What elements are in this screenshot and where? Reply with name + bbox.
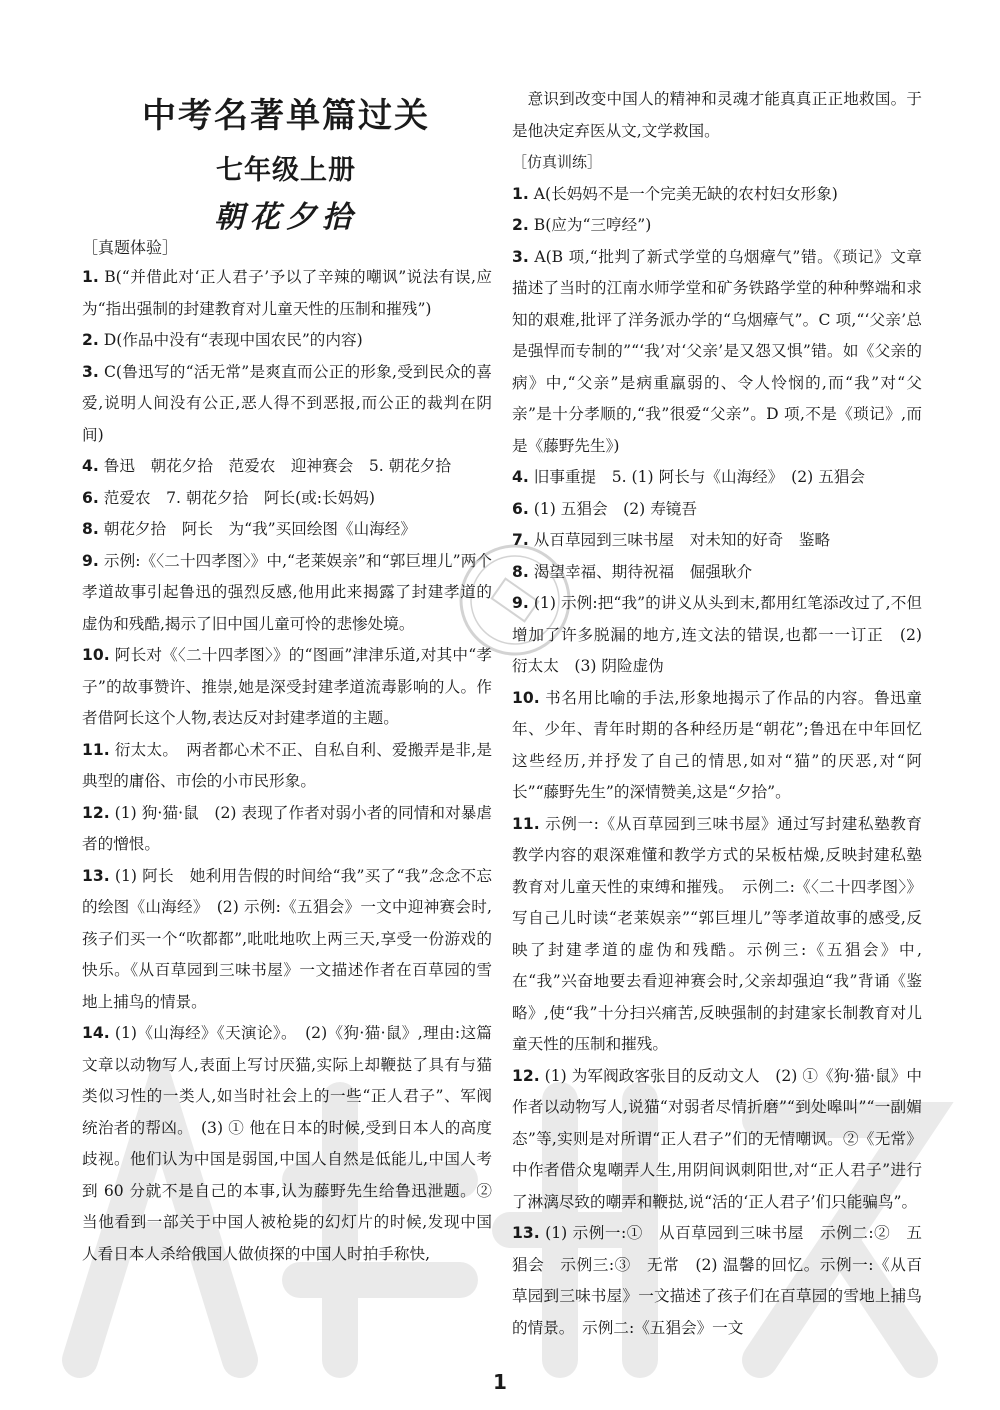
answer-item: 2. D(作品中没有“表现中国农民”的内容) bbox=[82, 331, 363, 349]
answer-item: 2. B(应为“三哼经”) bbox=[512, 216, 652, 234]
answer-item: 7. 从百草园到三味书屋 对未知的好奇 鉴略 bbox=[512, 531, 831, 549]
answer-item: 9. (1) 示例:把“我”的讲义从头到末,都用红笔添改过了,不但增加了许多脱漏的地方,连文法的错误,也都一一订正 (2) 衍太太 (3) 阴险虚伪 bbox=[512, 594, 922, 675]
grade-subtitle: 七年级上册 bbox=[216, 155, 356, 186]
answer-item: 11. 示例一:《从百草园到三味书屋》通过写封建私塾教育教学内容的艰深难懂和教学方式的呆板枯燥,反映封建私塾教育对儿童天性的束缚和摧残。 示例二:《〈二十四孝图〉》写自己儿时读“老莱娱亲”“郭巨埋儿”等孝道故事的感受,反映了封建孝道的虚伪和残酷。示例三:《五猖会》中,在“我”兴奋地要去看迎神赛会时,父亲却强迫“我”背诵《鉴略》,使“我”十分扫兴痛苦,反映强制的封建家长制教育对儿童天性的压制和摧残。 bbox=[512, 814, 922, 1053]
answer-item: 13. (1) 示例一:① 从百草园到三味书屋 示例二:② 五猖会 示例三:③ 无常 (2) 温馨的回忆。示例一:《从百草园到三味书屋》一文描述了孩子们在百草园的雪地上捕鸟的情景。 示例二:《五猖会》一文 bbox=[512, 1224, 922, 1337]
page-title: 中考名著单篇过关 bbox=[142, 96, 430, 136]
continued-text: 意识到改变中国人的精神和灵魂才能真真正正地救国。于是他决定弃医从文,文学救国。 bbox=[512, 90, 922, 140]
answer-item: 4. 鲁迅 朝花夕拾 范爱农 迎神赛会 5. 朝花夕拾 bbox=[82, 457, 452, 475]
answer-item: 4. 旧事重提 5. (1) 阿长与《山海经》 (2) 五猖会 bbox=[512, 468, 865, 486]
answer-item: 12. (1) 为军阀政客张目的反动文人 (2) ①《狗·猫·鼠》中作者以动物写人,说猫“对弱者尽情折磨”“到处嗥叫”“一副媚态”等,实则是对所谓“正人君子”们的无情嘲讽。②《无常》中作者借众鬼嘲弄人生,用阴间讽刺阳世,对“正人君子”进行了淋漓尽致的嘲弄和鞭挞,说“活的‘正人君子’们只能骗鸟”。 bbox=[512, 1066, 922, 1211]
book-title: 朝花夕拾 bbox=[214, 200, 358, 235]
answer-item: 6. (1) 五猖会 (2) 寿镜吾 bbox=[512, 499, 697, 518]
answer-item: 13. (1) 阿长 她利用告假的时间给“我”买了“我”念念不忘的绘图《山海经》 (2) 示例:《五猖会》一文中迎神赛会时,孩子们买一个“吹都都”,吡吡地吹上两三天,享受一份游戏的快乐。《从百草园到三味书屋》一文描述作者在百草园的雪地上捕鸟的情景。 bbox=[82, 866, 492, 1011]
watermark-icon bbox=[40, 1060, 960, 1390]
answer-item: 11. 衍太太。 两者都心术不正、自私自利、爱搬弄是非,是典型的庸俗、市侩的小市民形象。 bbox=[82, 740, 492, 790]
answer-item: 6. 范爱农 7. 朝花夕拾 阿长(或:长妈妈) bbox=[82, 488, 375, 507]
answer-item: 8. 朝花夕拾 阿长 为“我”买回绘图《山海经》 bbox=[82, 520, 416, 538]
answer-item: 8. 渴望幸福、期待祝福 倔强耿介 bbox=[512, 562, 753, 581]
answer-item: 10. 书名用比喻的手法,形象地揭示了作品的内容。鲁迅童年、少年、青年时期的各种经历是“朝花”;鲁迅在中年回忆这些经历,并抒发了自己的情思,如对“猫”的厌恶,对“阿长”“藤野先生”的深情赞美,这是“夕拾”。 bbox=[512, 688, 922, 801]
answer-item: 1. B(“并借此对‘正人君子’予以了辛辣的嘲讽”说法有误,应为“指出强制的封建教育对儿童天性的压制和摧残”) bbox=[82, 268, 492, 318]
answer-item: 10. 阿长对《〈二十四孝图〉》的“图画”津津乐道,对其中“孝子”的故事赞许、推崇,她是深受封建孝道流毒影响的人。作者借阿长这个人物,表达反对封建孝道的主题。 bbox=[82, 646, 492, 727]
page-number: 1 bbox=[493, 1370, 507, 1394]
answer-item: 12. (1) 狗·猫·鼠 (2) 表现了作者对弱小者的同情和对暴虐者的憎恨。 bbox=[82, 803, 492, 853]
section-real-test: ［真题体验］ bbox=[82, 238, 179, 257]
answer-item: 3. A(B 项,“批判了新式学堂的乌烟瘴气”错。《琐记》文章描述了当时的江南水师学堂和矿务铁路学堂的种种弊端和求知的艰难,批评了洋务派办学的“乌烟瘴气”。C 项,“‘父亲’总是强悍而专制的”“‘我’对‘父亲’是又怨又惧”错。如《父亲的病》中,“父亲”是病重羸弱的、令人怜悯的,而“我”对“父亲”是十分孝顺的,“我”很爱“父亲”。D 项,不是《琐记》,而是《藤野先生》) bbox=[512, 247, 922, 455]
section-mock-training: ［仿真训练］ bbox=[512, 153, 603, 171]
answer-item: 14. (1)《山海经》《天演论》。 (2)《狗·猫·鼠》,理由:这篇文章以动物写人,表面上写讨厌猫,实际上却鞭挞了具有与猫类似习性的一类人,如当时社会上的一些“正人君子”、军阀统治者的帮凶。 (3) ① 他在日本的时候,受到日本人的高度歧视。他们认为中国是弱国,中国人自然是低能儿,中国人考到 60 分就不是自己的本事,认为藤野先生给鲁迅泄题。② 当他看到一部关于中国人被枪毙的幻灯片的时候,发现中国人看日本人杀给俄国人做侦探的中国人时拍手称快, bbox=[82, 1024, 492, 1263]
answer-item: 3. C(鲁迅写的“活无常”是爽直而公正的形象,受到民众的喜爱,说明人间没有公正,恶人得不到恶报,而公正的裁判在阴间) bbox=[82, 362, 492, 444]
answer-item: 9. 示例:《〈二十四孝图〉》中,“老莱娱亲”和“郭巨埋儿”两个孝道故事引起鲁迅的强烈反感,他用此来揭露了封建孝道的虚伪和残酷,揭示了旧中国儿童可怜的悲惨处境。 bbox=[82, 551, 492, 633]
answer-item: 1. A(长妈妈不是一个完美无缺的农村妇女形象) bbox=[512, 184, 838, 203]
